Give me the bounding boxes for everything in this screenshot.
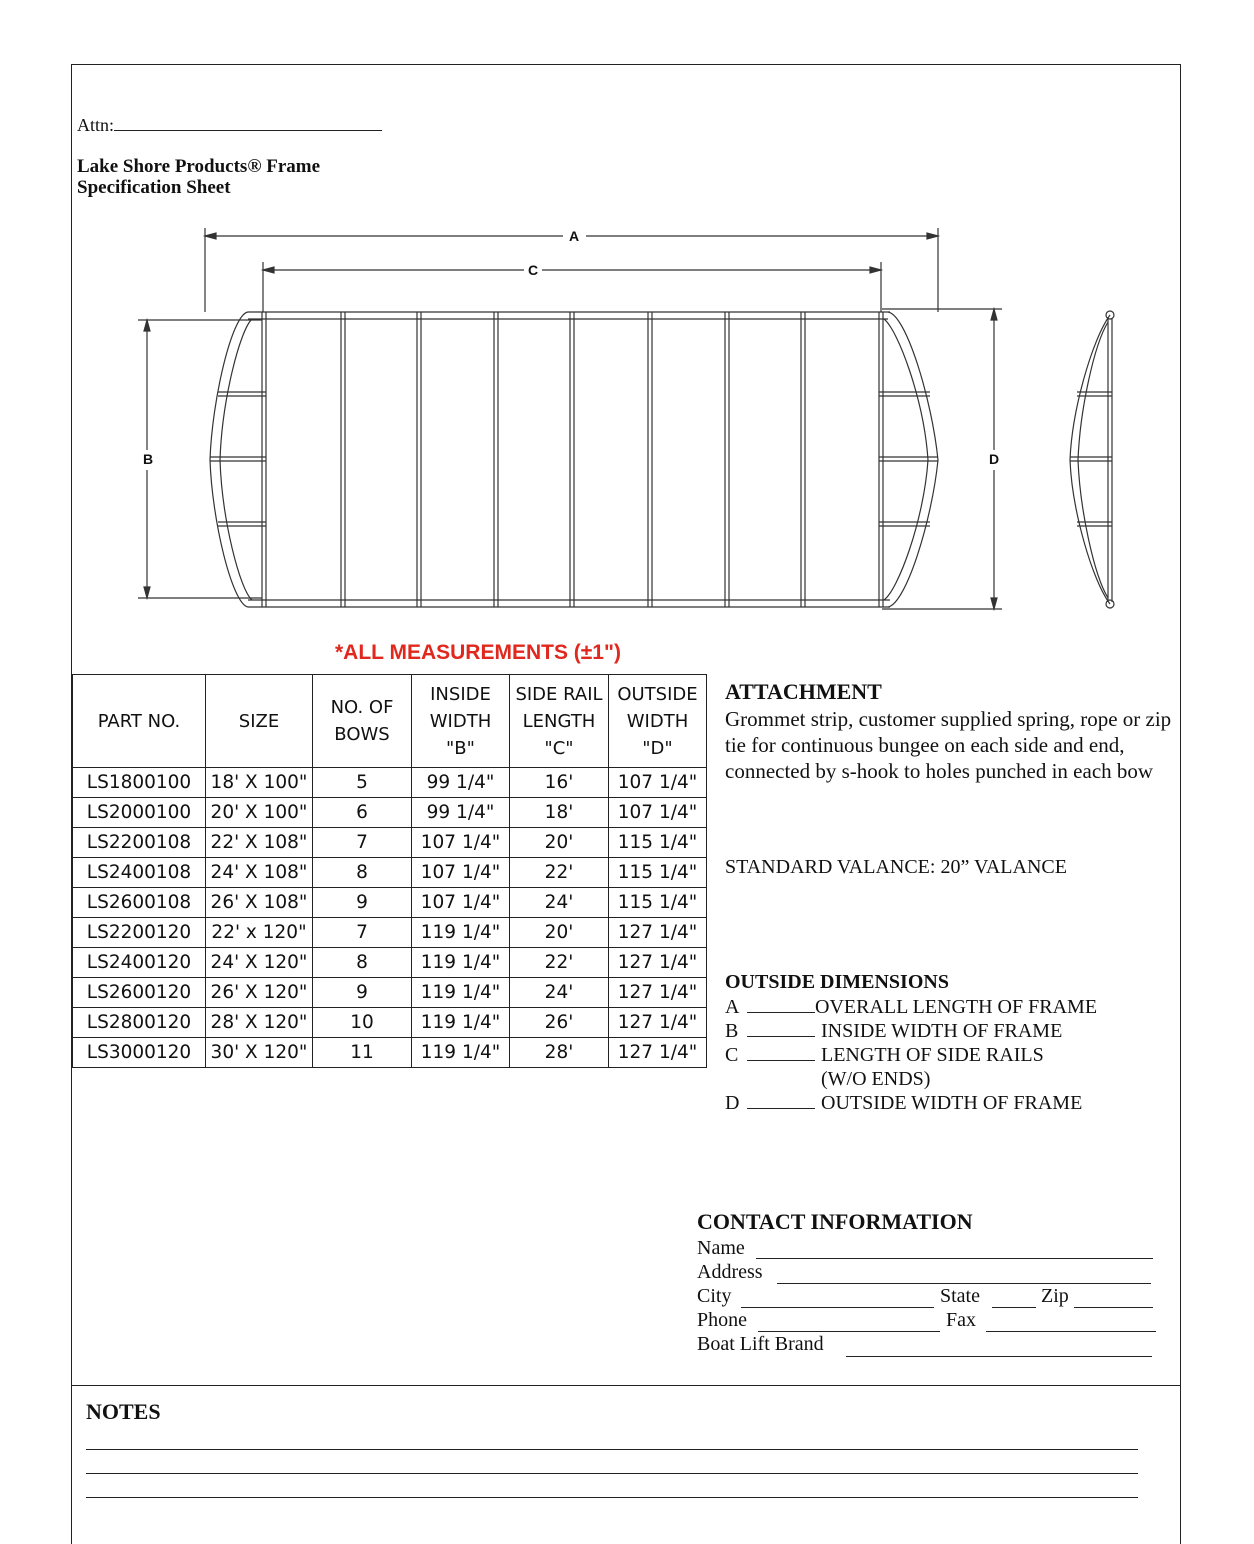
col-header-inside-width: [412, 675, 510, 768]
col-header-outside-width: [609, 675, 707, 768]
contact-phone-field[interactable]: [758, 1331, 940, 1332]
notes-line-2[interactable]: [86, 1473, 1138, 1474]
dim-d-label: D: [989, 451, 1000, 467]
dim-c-label: C: [528, 262, 539, 278]
cell-outside-width: 127 1/4": [609, 918, 707, 948]
od-b-text: INSIDE WIDTH OF FRAME: [821, 1020, 1063, 1042]
dim-c-arrow-right: [870, 267, 881, 273]
contact-city-label: City: [697, 1285, 732, 1307]
table-row: [73, 918, 707, 948]
notes-divider: [71, 1385, 1181, 1386]
contact-address-field[interactable]: [777, 1283, 1151, 1284]
dim-b-arrow-top: [144, 320, 150, 331]
od-c-text: LENGTH OF SIDE RAILS: [821, 1044, 1044, 1066]
col-header-line: NO. OF: [330, 697, 394, 718]
standard-valance: STANDARD VALANCE: 20” VALANCE: [725, 856, 1067, 878]
cell-part-no: LS1800100: [73, 768, 206, 798]
measurement-tolerance-note: *ALL MEASUREMENTS (±1"): [335, 641, 621, 664]
outside-dimensions-title: OUTSIDE DIMENSIONS: [725, 971, 949, 993]
contact-phone-label: Phone: [697, 1309, 747, 1331]
od-d-text: OUTSIDE WIDTH OF FRAME: [821, 1092, 1083, 1114]
col-header-line: PART NO.: [97, 710, 181, 732]
cell-size: 24' X 120": [206, 948, 313, 978]
contact-info-title: CONTACT INFORMATION: [697, 1209, 973, 1234]
contact-zip-label: Zip: [1041, 1285, 1069, 1307]
col-header-line: BOWS: [334, 724, 390, 745]
cell-part-no: LS2000100: [73, 798, 206, 828]
cell-inside-width: 119 1/4": [412, 978, 510, 1008]
col-header-line: OUTSIDE: [617, 683, 698, 705]
cell-size: 22' X 108": [206, 828, 313, 858]
cell-outside-width: 115 1/4": [609, 828, 707, 858]
notes-title: NOTES: [86, 1399, 161, 1424]
table-header-row: [73, 675, 707, 768]
col-header-line: SIDE RAIL: [515, 683, 603, 705]
cell-inside-width: 119 1/4": [412, 918, 510, 948]
cell-outside-width: 107 1/4": [609, 768, 707, 798]
cell-side-rail-length: 20': [510, 828, 609, 858]
notes-line-3[interactable]: [86, 1497, 1138, 1498]
cell-outside-width: 115 1/4": [609, 858, 707, 888]
col-header-line: SIZE: [238, 710, 280, 732]
cell-side-rail-length: 28': [510, 1038, 609, 1068]
contact-name-field[interactable]: [756, 1258, 1153, 1259]
cell-inside-width: 99 1/4": [412, 798, 510, 828]
attn-label: Attn:: [77, 115, 115, 135]
contact-city-field[interactable]: [741, 1307, 934, 1308]
od-row-a: [725, 995, 1097, 1019]
cell-no-of-bows: 7: [313, 828, 412, 858]
cell-inside-width: 99 1/4": [412, 768, 510, 798]
cell-size: 24' X 108": [206, 858, 313, 888]
contact-state-label: State: [940, 1285, 980, 1307]
od-a-text: OVERALL LENGTH OF FRAME: [815, 996, 1098, 1018]
table-row: [73, 1038, 707, 1068]
dim-d-arrow-bottom: [991, 598, 997, 609]
table-row: [73, 888, 707, 918]
col-header-line: "C": [544, 737, 574, 759]
cell-no-of-bows: 10: [313, 1008, 412, 1038]
cell-side-rail-length: 18': [510, 798, 609, 828]
cell-inside-width: 119 1/4": [412, 1038, 510, 1068]
od-c-blank[interactable]: [747, 1044, 815, 1061]
title-line-1: Lake Shore Products® Frame: [77, 156, 321, 177]
cell-outside-width: 127 1/4": [609, 1008, 707, 1038]
od-a-blank[interactable]: [747, 996, 815, 1013]
od-d-letter: D: [725, 1092, 740, 1114]
contact-zip-field[interactable]: [1074, 1307, 1153, 1308]
cell-no-of-bows: 9: [313, 888, 412, 918]
cell-part-no: LS2600108: [73, 888, 206, 918]
col-header-line: INSIDE: [430, 683, 491, 705]
col-header-line: LENGTH: [522, 710, 596, 732]
frame-spec-table: [72, 674, 707, 1068]
cell-side-rail-length: 24': [510, 978, 609, 1008]
contact-fax-field[interactable]: [986, 1331, 1156, 1332]
cell-size: 30' X 120": [206, 1038, 313, 1068]
cell-no-of-bows: 6: [313, 798, 412, 828]
notes-line-1[interactable]: [86, 1449, 1138, 1450]
col-header-part-no: [73, 675, 206, 768]
cell-part-no: LS2200120: [73, 918, 206, 948]
col-header-line: "D": [642, 737, 673, 759]
cell-part-no: LS3000120: [73, 1038, 206, 1068]
cell-side-rail-length: 22': [510, 858, 609, 888]
cell-size: 18' X 100": [206, 768, 313, 798]
dim-c-arrow-left: [263, 267, 274, 273]
end-view-profile: [1070, 311, 1114, 608]
table-row: [73, 858, 707, 888]
col-header-side-rail-length: [510, 675, 609, 768]
col-header-line: WIDTH: [626, 710, 689, 732]
table-row: [73, 828, 707, 858]
contact-fax-label: Fax: [946, 1309, 976, 1331]
contact-boat-lift-field[interactable]: [846, 1356, 1152, 1357]
od-c-letter: C: [725, 1044, 739, 1066]
od-row-c: [725, 1043, 1044, 1067]
cell-side-rail-length: 20': [510, 918, 609, 948]
cell-part-no: LS2400108: [73, 858, 206, 888]
cell-outside-width: 127 1/4": [609, 948, 707, 978]
dim-a-arrow-right: [927, 233, 938, 239]
cell-side-rail-length: 22': [510, 948, 609, 978]
cell-part-no: LS2400120: [73, 948, 206, 978]
cell-inside-width: 119 1/4": [412, 1008, 510, 1038]
od-d-blank[interactable]: [747, 1092, 815, 1109]
frame-diagram: [0, 0, 1254, 640]
col-header-size: [206, 675, 313, 768]
dim-b-arrow-bottom: [144, 587, 150, 598]
cell-part-no: LS2600120: [73, 978, 206, 1008]
cell-size: 28' X 120": [206, 1008, 313, 1038]
cell-outside-width: 115 1/4": [609, 888, 707, 918]
cell-inside-width: 107 1/4": [412, 828, 510, 858]
cell-no-of-bows: 8: [313, 858, 412, 888]
contact-address-label: Address: [697, 1261, 763, 1283]
cell-outside-width: 127 1/4": [609, 978, 707, 1008]
table-row: [73, 768, 707, 798]
col-header-line: WIDTH: [429, 710, 492, 732]
contact-boat-lift-label: Boat Lift Brand: [697, 1333, 824, 1355]
od-a-letter: A: [725, 996, 740, 1018]
cell-inside-width: 107 1/4": [412, 888, 510, 918]
cell-part-no: LS2800120: [73, 1008, 206, 1038]
cell-no-of-bows: 8: [313, 948, 412, 978]
dim-b-label: B: [143, 451, 154, 467]
cell-side-rail-length: 16': [510, 768, 609, 798]
od-row-d: [725, 1091, 1082, 1115]
cell-size: 22' x 120": [206, 918, 313, 948]
cell-outside-width: 107 1/4": [609, 798, 707, 828]
cell-side-rail-length: 26': [510, 1008, 609, 1038]
cell-side-rail-length: 24': [510, 888, 609, 918]
dim-a-label: A: [569, 228, 580, 244]
left-end-bow-outer: [210, 312, 248, 607]
od-row-b: [725, 1019, 1062, 1043]
od-c-sub: (W/O ENDS): [821, 1068, 931, 1090]
cell-inside-width: 107 1/4": [412, 858, 510, 888]
contact-name-label: Name: [697, 1237, 745, 1259]
cell-no-of-bows: 11: [313, 1038, 412, 1068]
cell-no-of-bows: 7: [313, 918, 412, 948]
frame-bows: [341, 312, 805, 607]
cell-outside-width: 127 1/4": [609, 1038, 707, 1068]
cell-no-of-bows: 5: [313, 768, 412, 798]
title-line-2: Specification Sheet: [77, 177, 231, 198]
cell-inside-width: 119 1/4": [412, 948, 510, 978]
od-b-letter: B: [725, 1020, 739, 1042]
dim-a-arrow-left: [205, 233, 216, 239]
cell-size: 26' X 120": [206, 978, 313, 1008]
table-row: [73, 948, 707, 978]
col-header-line: "B": [446, 737, 475, 759]
cell-part-no: LS2200108: [73, 828, 206, 858]
contact-state-field[interactable]: [992, 1307, 1036, 1308]
right-end-bow-outer: [888, 312, 938, 607]
od-b-blank[interactable]: [747, 1020, 815, 1037]
attachment-text: Grommet strip, customer supplied spring, rope or zip tie for continuous bungee on each side and end, connected by s-hook to holes punched in each bow: [725, 707, 1172, 783]
cell-size: 26' X 108": [206, 888, 313, 918]
cell-no-of-bows: 9: [313, 978, 412, 1008]
cell-size: 20' X 100": [206, 798, 313, 828]
table-row: [73, 798, 707, 828]
table-row: [73, 978, 707, 1008]
table-row: [73, 1008, 707, 1038]
attachment-title: ATTACHMENT: [725, 679, 882, 704]
dim-d-arrow-top: [991, 309, 997, 320]
col-header-no-of-bows: [313, 675, 412, 768]
